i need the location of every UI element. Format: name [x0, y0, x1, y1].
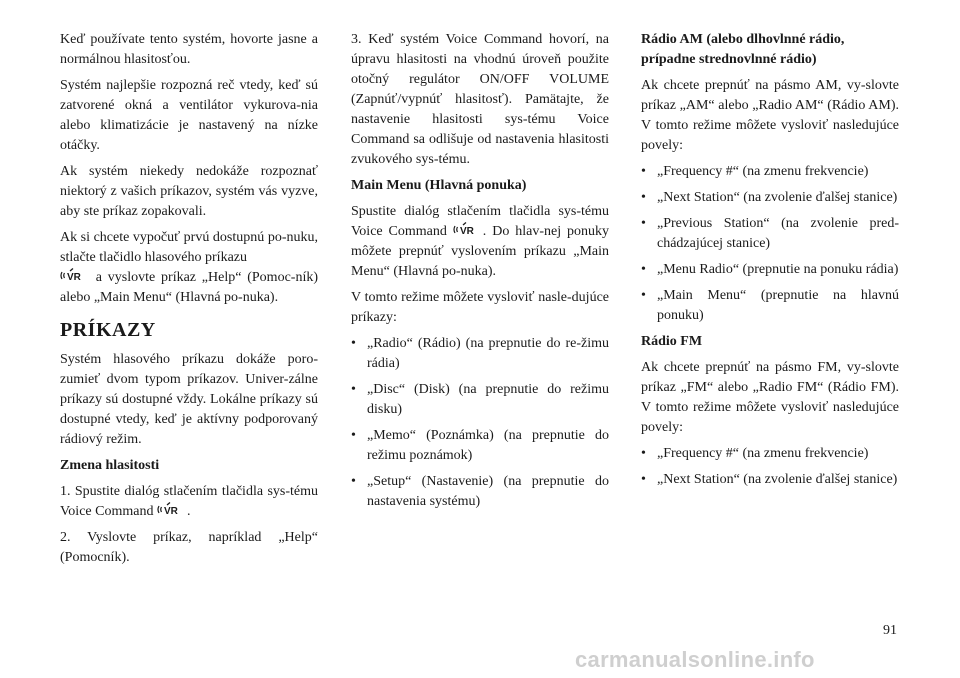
- paragraph: [60, 228, 318, 308]
- list-item: • „Next Station“ (na zvolenie ďalšej stanice): [641, 188, 899, 208]
- column-left: [60, 30, 318, 574]
- watermark: carmanualsonline.info: [575, 647, 815, 672]
- column-middle: [351, 30, 609, 518]
- vr-icon-label: VR: [459, 226, 474, 237]
- text: 1. Spustite dialóg stlačením tlačidla sys-tému Voice Command: [60, 484, 318, 519]
- list-item: • „Main Menu“ (prepnutie na hlavnú ponuku): [641, 286, 899, 326]
- list-item: • „Next Station“ (na zvolenie ďalšej stanice): [641, 470, 899, 490]
- list-item: • „Frequency #“ (na zmenu frekvencie): [641, 162, 899, 182]
- paragraph: Systém hlasového príkazu dokáže poro-zumieť dvom typom príkazov. Univer-zálne príkazy sú dostupné vždy. Lokálne príkazy sú dostupné vtedy, keď je aktívny podporovaný rádiový režim.: [60, 352, 318, 447]
- paragraph: Ak systém niekedy nedokáže rozpoznať niektorý z vašich príkazov, systém vás vyzve, aby ste príkaz zopakovali.: [60, 164, 318, 219]
- paragraph: Keď používate tento systém, hovorte jasne a normálnou hlasitosťou.: [60, 32, 318, 67]
- command-list: [351, 334, 609, 512]
- command-list-am: [641, 162, 899, 326]
- list-item: • „Previous Station“ (na zvolenie pred-chádzajúcej stanice): [641, 214, 899, 254]
- paragraph: Ak chcete prepnúť na pásmo FM, vy-slovte príkaz „FM“ alebo „Radio FM“ (Rádio FM). V tomto režime môžete vysloviť nasledujúce povely:: [641, 360, 899, 435]
- paragraph: V tomto režime môžete vysloviť nasle-dujúce príkazy:: [351, 290, 609, 325]
- paragraph: [351, 202, 609, 282]
- vr-icon-label: VR: [67, 272, 81, 283]
- command-list-fm: [641, 444, 899, 490]
- paragraph: 2. Vyslovte príkaz, napríklad „Help“ (Pomocník).: [60, 530, 318, 565]
- section-heading: PRÍKAZY: [60, 319, 156, 341]
- list-item: • „Menu Radio“ (prepnutie na ponuku rádia): [641, 260, 899, 280]
- paragraph: Systém najlepšie rozpozná reč vtedy, keď sú zatvorené okná a ventilátor vykurova-nia alebo klimatizácie je nastavený na nízke otáčky.: [60, 78, 318, 153]
- text: Spustite dialóg stlačením tlačidla sys-tému Voice Command: [351, 204, 609, 239]
- paragraph: 3. Keď systém Voice Command hovorí, na úpravu hlasitosti na vhodnú úroveň použite otočný regulátor ON/OFF VOLUME (Zapnúť/vypnúť hlasitosť). Pamätajte, že nastavenie hlasitosti sys-tému Voice Command sa odlišuje od nastavenia hlasitosti zvukového sys-tému.: [351, 32, 609, 167]
- paragraph: [60, 482, 318, 522]
- text: Ak si chcete vypočuť prvú dostupnú po-nuku, stlačte tlačidlo hlasového príkazu: [60, 230, 318, 265]
- voice-recognition-icon: [453, 222, 483, 237]
- column-right: [641, 30, 899, 496]
- voice-recognition-icon: [157, 502, 187, 517]
- text: .: [186, 504, 191, 519]
- text: . Do hlav-nej ponuky môžete prepnúť vyslovením príkazu „Main Menu“ (Hlavná po-nuka).: [351, 224, 610, 279]
- list-item: • „Memo“ (Poznámka) (na prepnutie do režimu poznámok): [351, 426, 609, 466]
- subheading: Zmena hlasitosti: [60, 458, 160, 473]
- page-number: 91: [883, 623, 897, 638]
- subheading: Rádio AM (alebo dlhovlnné rádio, prípadne strednovlnné rádio): [641, 32, 845, 67]
- paragraph: Ak chcete prepnúť na pásmo AM, vy-slovte príkaz „AM“ alebo „Radio AM“ (Rádio AM). V tomto režime môžete vysloviť nasledujúce povely:: [641, 78, 899, 153]
- list-item: • „Radio“ (Rádio) (na prepnutie do re-žimu rádia): [351, 334, 609, 374]
- subheading: Main Menu (Hlavná ponuka): [351, 178, 527, 193]
- vr-icon-label: VR: [163, 506, 178, 517]
- list-item: • „Frequency #“ (na zmenu frekvencie): [641, 444, 899, 464]
- list-item: • „Setup“ (Nastavenie) (na prepnutie do nastavenia systému): [351, 472, 609, 512]
- text: a vyslovte príkaz „Help“ (Pomoc-ník) alebo „Main Menu“ (Hlavná po-nuka).: [60, 270, 319, 305]
- list-item: • „Disc“ (Disk) (na prepnutie do režimu disku): [351, 380, 609, 420]
- voice-recognition-icon: [60, 268, 90, 283]
- subheading: Rádio FM: [641, 334, 703, 349]
